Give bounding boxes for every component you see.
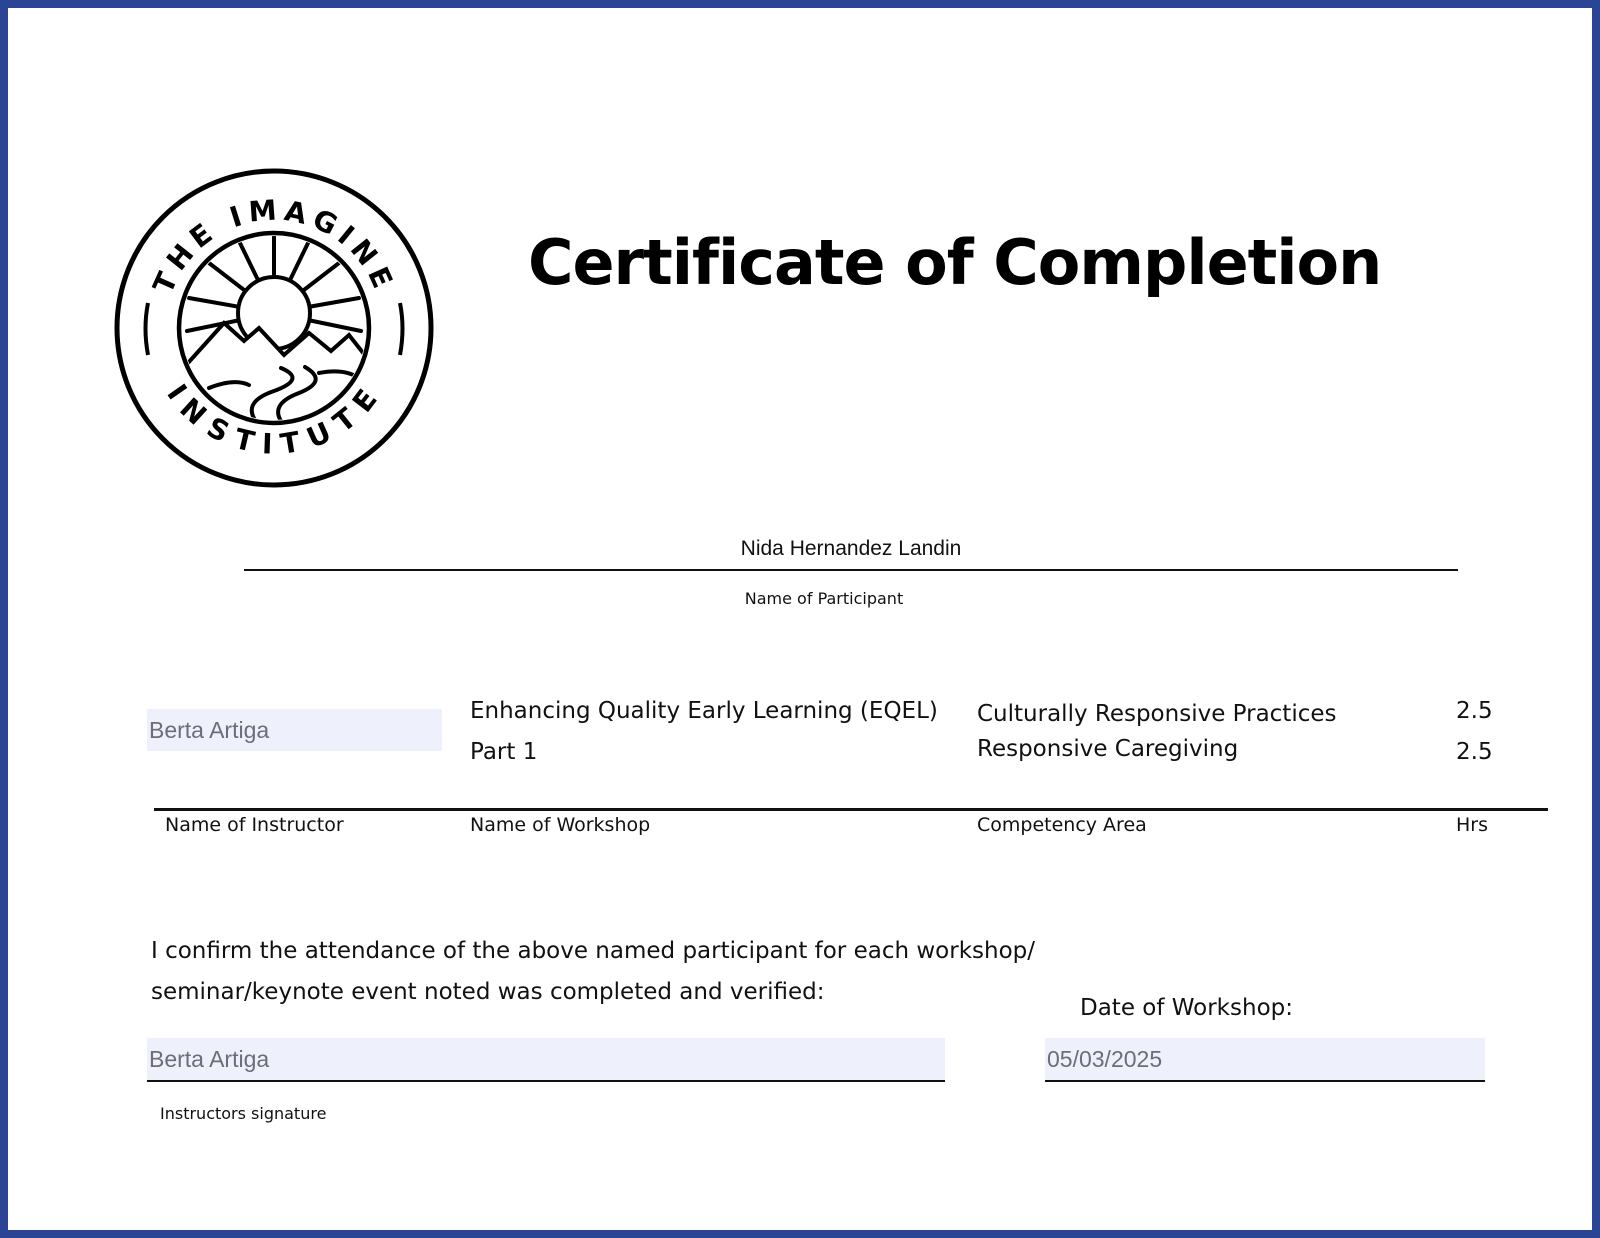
instructor-signature-field[interactable]: Berta Artiga [147, 1038, 945, 1082]
date-label: Date of Workshop: [1080, 995, 1293, 1021]
competency-area-1: Culturally Responsive Practices [977, 701, 1337, 727]
certificate-title: Certificate of Completion [528, 226, 1382, 299]
competency-hours-1: 2.5 [1456, 698, 1493, 724]
imagine-institute-seal-icon [109, 163, 439, 493]
workshop-table-line [154, 808, 1548, 811]
workshop-name-line1: Enhancing Quality Early Learning (EQEL) [470, 698, 938, 724]
competency-hours-2: 2.5 [1456, 739, 1493, 765]
header-competency: Competency Area [977, 814, 1147, 836]
signature-label: Instructors signature [160, 1104, 327, 1123]
header-instructor: Name of Instructor [165, 814, 344, 836]
participant-label: Name of Participant [744, 589, 904, 608]
seal-top-text: THE IMAGINE [146, 193, 402, 299]
instructor-name-field[interactable]: Berta Artiga [147, 709, 442, 751]
competency-area-2: Responsive Caregiving [977, 736, 1239, 762]
confirmation-text [151, 931, 1035, 1013]
workshop-name-line2: Part 1 [470, 739, 538, 765]
header-hours: Hrs [1456, 814, 1488, 836]
participant-name: Nida Hernandez Landin [740, 537, 962, 560]
seal-bottom-text: INSTITUTE [160, 378, 388, 461]
confirmation-line-1: I confirm the attendance of the above named participant for each workshop/ [151, 938, 1035, 964]
confirmation-line-2: seminar/keynote event noted was completed and verified: [151, 979, 825, 1005]
header-workshop: Name of Workshop [470, 814, 651, 836]
workshop-date-field[interactable]: 05/03/2025 [1045, 1038, 1485, 1082]
participant-line [244, 569, 1458, 571]
